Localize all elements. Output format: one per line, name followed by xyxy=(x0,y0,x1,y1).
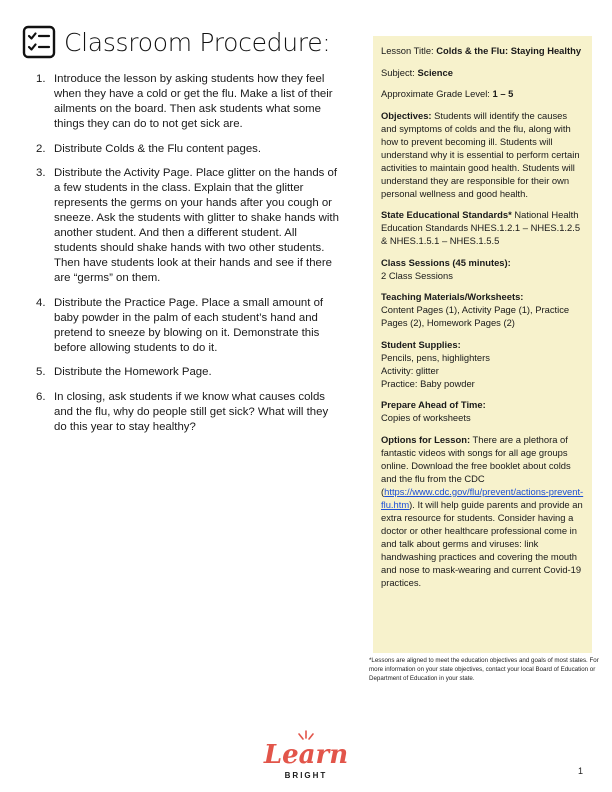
grade-label: Approximate Grade Level: xyxy=(381,88,493,99)
page-header xyxy=(22,20,352,64)
sessions-block xyxy=(381,256,584,282)
prepare-label: Prepare Ahead of Time: xyxy=(381,399,486,410)
procedure-list xyxy=(36,72,342,444)
logo-word: Learn xyxy=(263,740,349,770)
step-text: Distribute Colds & the Flu content pages. xyxy=(54,142,262,155)
logo-subword: BRIGHT xyxy=(284,771,328,780)
cdc-link[interactable]: https://www.cdc.gov/flu/prevent/actions-prevent-flu.htm xyxy=(381,485,584,510)
sessions-text: 2 Class Sessions xyxy=(381,269,453,281)
step-text: Distribute the Practice Page. Place a small amount of baby powder in the palm of each student’s hand and pretend to sneeze by blowing on it. Demonstrate this before allowing students to do it. xyxy=(54,296,324,354)
lesson-title-value: Colds & the Flu: Staying Healthy xyxy=(436,45,582,56)
supplies-label: Student Supplies: xyxy=(381,338,461,350)
prepare-text: Copies of worksheets xyxy=(381,412,471,423)
subject-block xyxy=(381,66,584,79)
supplies-item: Practice: Baby powder xyxy=(381,377,475,389)
prepare-block xyxy=(381,398,584,424)
lesson-info-panel xyxy=(373,36,592,653)
materials-text: Content Pages (1), Activity Page (1), Practice Pages (2), Homework Pages (2) xyxy=(381,304,570,328)
standards-label: State Educational Standards* xyxy=(381,209,512,220)
materials-block xyxy=(381,290,584,329)
step-text: Distribute the Activity Page. Place glitter on the hands of a few students in the class. Explain that the glitter represents the germs on your hands after you cough or sneeze. Ask the students with glitter to shake hands with another student. And then a different student. All students should shake hands with two other students. Then have students look at their hands and see if there are “germs” on them. xyxy=(54,167,339,284)
sparkle-icon xyxy=(299,731,313,739)
options-block xyxy=(381,433,584,589)
lesson-title-label: Lesson Title: xyxy=(381,45,437,56)
options-text: There are a plethora of fantastic videos with songs for all age groups online. Download the free booklet about colds and the flu from the CDC ( xyxy=(381,433,571,497)
objectives-text: Students will identify the causes and symptoms of colds and the flu, along with how to prevent becoming ill. Students will understand why it is essential to perform certain activities to maintain good health. Students will understand they are responsible for their own personal wellness and good health. xyxy=(381,109,580,199)
checklist-icon xyxy=(22,25,56,59)
objectives-label: Objectives: xyxy=(381,109,432,121)
lesson-title-block xyxy=(381,44,584,57)
step-text: Distribute the Homework Page. xyxy=(54,366,212,378)
procedure-step xyxy=(36,365,342,380)
options-text-continued: ). It will help guide parents and provide an extra resource for students. Consider having a doctor or other healthcare professional come in and talk about germs and viruses: link handwashing practices and covering the mouth and nose to mask-wearing and current Covid-19 practices. xyxy=(381,498,583,588)
grade-value: 1 – 5 xyxy=(492,88,514,99)
standards-block xyxy=(381,208,584,247)
procedure-step xyxy=(36,72,342,132)
step-number: 2. xyxy=(36,142,46,155)
standards-footnote: *Lessons are aligned to meet the education objectives and goals of most states. For more information on your state objectives, contact your local Board of Education or Department of Education in your state. xyxy=(369,657,599,682)
step-number: 1. xyxy=(36,73,46,85)
page-title: Classroom Procedure: xyxy=(64,27,331,57)
options-label: Options for Lesson: xyxy=(381,433,471,445)
procedure-step xyxy=(36,166,342,286)
standards-text: National Health Education Standards NHES.1.2.1 – NHES.1.2.5 & NHES.1.5.1 – NHES.1.5.5 xyxy=(381,209,581,246)
procedure-step xyxy=(36,142,342,157)
objectives-block xyxy=(381,109,584,200)
subject-value: Science xyxy=(417,66,453,78)
step-number: 4. xyxy=(36,296,46,309)
procedure-step xyxy=(36,296,342,356)
supplies-item: Activity: glitter xyxy=(381,364,439,376)
sessions-label: Class Sessions (45 minutes): xyxy=(381,256,511,268)
step-number: 6. xyxy=(36,390,46,403)
page-number: 1 xyxy=(578,766,584,776)
subject-label: Subject: xyxy=(381,66,418,78)
step-number: 5. xyxy=(36,366,46,378)
procedure-step xyxy=(36,390,342,435)
supplies-item: Pencils, pens, highlighters xyxy=(381,351,490,363)
supplies-block xyxy=(381,338,584,390)
materials-label: Teaching Materials/Worksheets: xyxy=(381,291,524,302)
step-text: Introduce the lesson by asking students how they feel when they have a cold or get the flu. Make a list of their ailments on the board. Then ask students what some things they can do to not get sick are. xyxy=(54,73,333,130)
learn-bright-logo xyxy=(258,730,354,786)
step-number: 3. xyxy=(36,167,46,179)
grade-block xyxy=(381,87,584,100)
step-text: In closing, ask students if we know what causes colds and the flu, why do people still get sick? What will they do this year to stay healthy? xyxy=(54,390,329,433)
